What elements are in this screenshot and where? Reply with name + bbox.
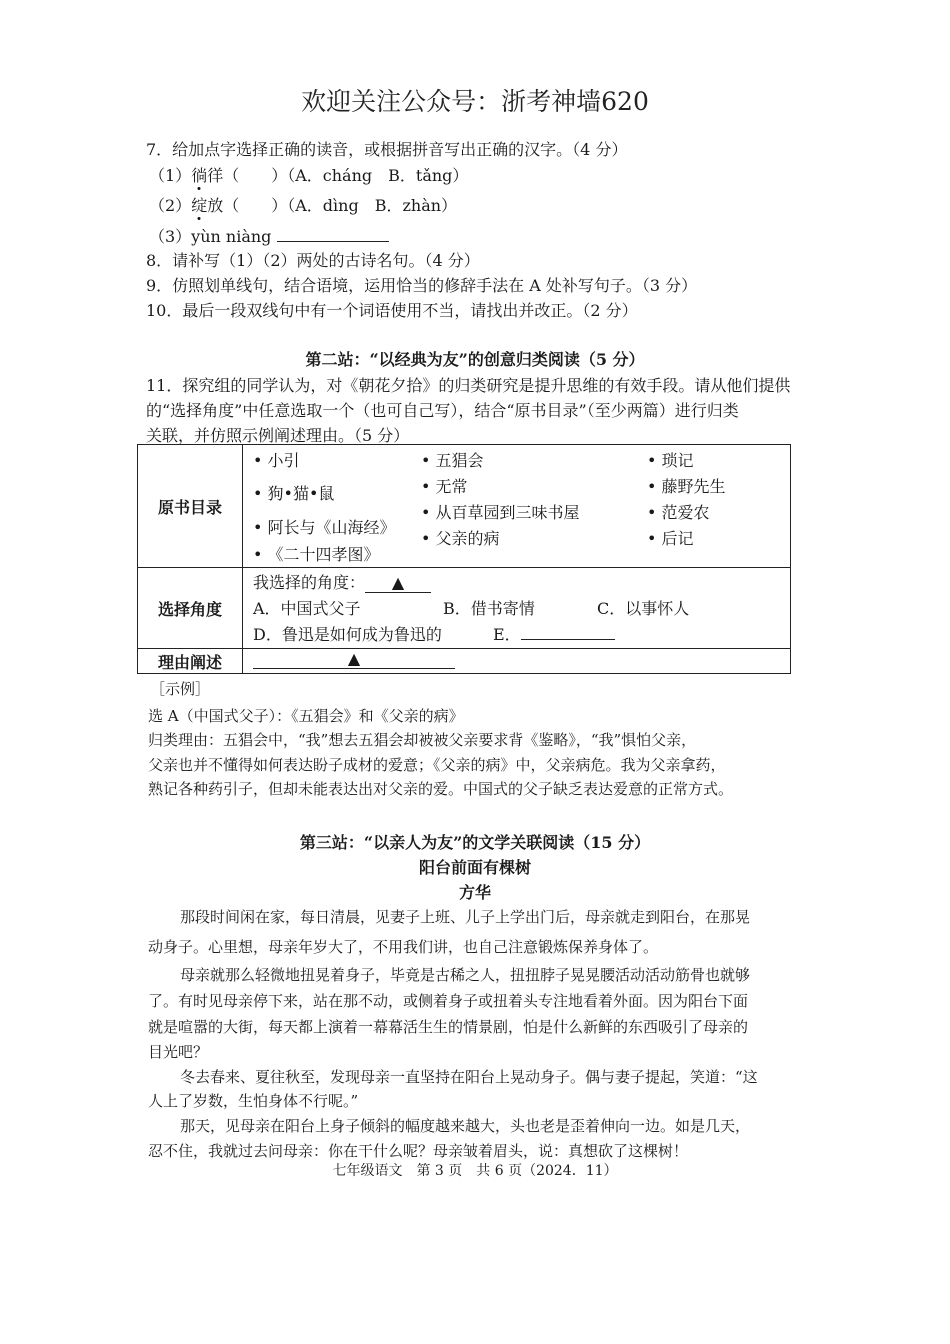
table-head-contents: 原书目录 [138,445,243,568]
contents-item: • 狗•猫•鼠 [253,484,335,503]
contents-item: • 小引 [253,451,300,470]
contents-item: • 范爱农 [647,503,710,522]
example-line: 选 A（中国式父子）：《五猖会》和《父亲的病》 [148,707,464,725]
question-8: 8．请补写（1）（2）两处的古诗名句。（4 分） [146,251,480,270]
question-11-line2: 的“选择角度”中任意选取一个（也可自己写），结合“原书目录”（至少两篇）进行归类 [146,401,739,420]
q7-1-options: （A．cháng B．tǎng） [287,166,469,185]
table-head-angle: 选择角度 [138,568,243,649]
essay-line: 那天，见母亲在阳台上身子倾斜的幅度越来越大，头也老是歪着伸向一边。如是几天， [180,1117,751,1135]
q7-1-prefix: （1） [149,166,192,185]
reason-cell [243,649,791,674]
option-e-line [493,622,615,645]
angle-prompt-line [253,570,431,593]
question-10: 10．最后一段双线句中有一个词语使用不当，请找出并改正。（2 分） [146,301,638,320]
q7-1-dotted-char: 徜 [191,166,208,185]
essay-author: 方华 [458,883,491,902]
essay-line: 就是喧嚣的大街，每天都上演着一幕幕活生生的情景剧，怕是什么新鲜的东西吸引了母亲的 [148,1018,749,1036]
q7-1-char: 徉 [207,166,224,185]
option-d: D．鲁迅是如何成为鲁迅的 [253,625,442,644]
classification-table [137,444,791,674]
reason-answer-blank[interactable] [253,649,455,669]
question-11-line1: 11．探究组的同学认为，对《朝花夕拾》的归类研究是提升思维的有效手段。请从他们提供 [146,376,791,395]
station3-title: 第三站：“以亲人为友”的文学关联阅读（15 分） [299,833,651,852]
contents-cell [243,445,791,568]
angle-answer-blank[interactable] [365,573,431,593]
essay-line: 那段时间闲在家，每日清晨，见妻子上班、儿子上学出门后，母亲就走到阳台，在那晃 [180,908,751,926]
q7-2-options: （A．dìng B．zhàn） [287,196,458,215]
essay-line: 动身子。心里想，母亲年岁大了，不用我们讲，也自己注意锻炼保养身体了。 [148,938,659,956]
table-head-reason: 理由阐述 [138,649,243,674]
question-7-1 [149,163,468,186]
essay-line: 冬去春来、夏往秋至，发现母亲一直坚持在阳台上晃动身子。偶与妻子提起，笑道：“这 [180,1068,758,1086]
q7-1-answer-paren[interactable]: （ ） [223,166,288,185]
question-7: 7．给加点字选择正确的读音，或根据拼音写出正确的汉字。（4 分） [146,140,628,159]
example-label: ［示例］ [150,680,211,698]
example-line: 父亲也并不懂得如何表达盼子成材的爱意；《父亲的病》中，父亲病危。我为父亲拿药， [148,756,726,774]
essay-line: 母亲就那么轻微地扭晃着身子，毕竟是古稀之人，扭扭脖子晃晃腰活动活动筋骨也就够 [180,966,751,984]
reason-line [253,649,455,669]
page-footer: 七年级语文 第 3 页 共 6 页（2024．11） [332,1163,618,1179]
banner-title: 欢迎关注公众号：浙考神墙620 [301,87,649,116]
q7-2-char: 放 [207,196,224,215]
q7-2-prefix: （2） [149,196,192,215]
angle-cell [243,568,791,649]
q7-2-dotted-char: 绽 [191,196,208,215]
option-e: E． [493,625,521,644]
question-7-3 [149,224,389,247]
option-e-blank[interactable] [521,639,615,640]
example-line: 熟记各种药引子，但却未能表达出对父亲的爱。中国式的父子缺乏表达爱意的正常方式。 [148,780,734,798]
contents-item: • 后记 [647,529,694,548]
essay-title: 阳台前面有棵树 [418,858,531,877]
question-7-2 [149,193,457,216]
q7-2-answer-paren[interactable]: （ ） [223,196,288,215]
essay-line: 了。有时见母亲停下来，站在那不动，或侧着身子或扭着头专注地看着外面。因为阳台下面 [148,992,749,1010]
triangle-marker-icon: ▲ [391,573,405,592]
station2-title: 第二站：“以经典为友”的创意归类阅读（5 分） [305,350,645,369]
contents-item: • 阿长与《山海经》 [253,518,396,537]
contents-item: • 五猖会 [421,451,484,470]
option-b: B．借书寄情 [443,599,535,618]
essay-line: 人上了岁数，生怕身体不行呢。” [148,1092,359,1110]
example-line: 归类理由：五猖会中，“我”想去五猖会却被被父亲要求背《鉴略》，“我”惧怕父亲， [148,731,697,749]
contents-item: • 藤野先生 [647,477,726,496]
triangle-marker-icon: ▲ [347,649,361,668]
contents-item: • 《二十四孝图》 [253,545,380,564]
contents-item: • 琐记 [647,451,694,470]
essay-line: 目光吧？ [148,1043,209,1061]
option-a: A．中国式父子 [253,599,361,618]
option-c: C．以事怀人 [597,599,690,618]
angle-prompt: 我选择的角度： [253,573,366,592]
contents-item: • 无常 [421,477,468,496]
question-9: 9．仿照划单线句，结合语境，运用恰当的修辞手法在 A 处补写句子。（3 分） [146,276,698,295]
q7-3-text: （3）yùn niàng [149,227,272,246]
contents-item: • 父亲的病 [421,529,500,548]
essay-line: 忍不住，我就过去问母亲：你在干什么呢？母亲皱着眉头，说：真想砍了这棵树！ [148,1142,689,1160]
q7-3-answer-blank[interactable] [277,241,389,242]
question-11-line3: 关联，并仿照示例阐述理由。（5 分） [146,426,410,445]
contents-item: • 从百草园到三味书屋 [421,503,580,522]
